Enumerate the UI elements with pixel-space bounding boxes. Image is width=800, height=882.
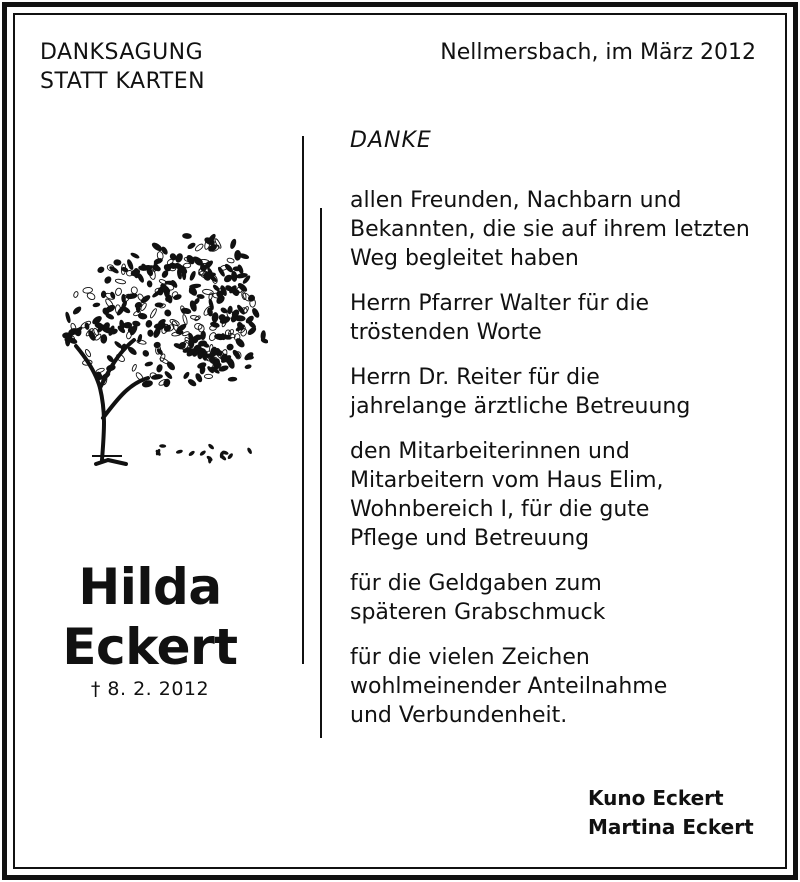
thanks-line: Weg begleitet haben [350,246,579,271]
thanks-line: jahrelange ärztliche Betreuung [350,394,691,419]
thanks-line: den Mitarbeiterinnen und [350,439,630,464]
thanks-line: für die Geldgaben zum [350,571,602,596]
vertical-divider [320,208,322,738]
thanks-paragraph [350,569,770,627]
thanks-line: Herrn Pfarrer Walter für die [350,291,650,316]
notice-type-line: STATT KARTEN [40,69,206,94]
thanks-line: Mitarbeitern vom Haus Elim, [350,468,664,493]
thanks-line: Wohnbereich I, für die gute [350,497,650,522]
notice-type [40,38,205,96]
thanks-line: allen Freunden, Nachbarn und [350,188,682,213]
tree-icon [48,228,268,468]
notice-type-line: DANKSAGUNG [40,40,204,65]
thanks-paragraph [350,289,770,347]
signature-name: Martina Eckert [588,815,754,839]
thanks-paragraph [350,643,770,730]
deceased-last-name: Eckert [62,618,238,676]
deceased-first-name: Hilda [78,558,222,616]
thanks-line: späteren Grabschmuck [350,600,606,625]
signature-name: Kuno Eckert [588,786,724,810]
thanks-line: tröstenden Worte [350,320,542,345]
thanks-paragraph [350,363,770,421]
thanks-line: Bekannten, die sie auf ihrem letzten [350,217,750,242]
thanks-list [350,186,770,746]
thanks-paragraph [350,437,770,553]
thanks-line: wohlmeinender Anteilnahme [350,674,668,699]
thanks-paragraph [350,186,770,273]
signature [588,784,754,842]
death-date: † 8. 2. 2012 [90,678,210,700]
thanks-heading: DANKE [350,128,432,153]
vertical-divider [302,136,304,664]
thanks-line: Pflege und Betreuung [350,526,590,551]
thanks-line: Herrn Dr. Reiter für die [350,365,600,390]
thanks-line: und Verbundenheit. [350,703,568,728]
place-date: Nellmersbach, im März 2012 [440,40,756,65]
thanks-line: für die vielen Zeichen [350,645,590,670]
